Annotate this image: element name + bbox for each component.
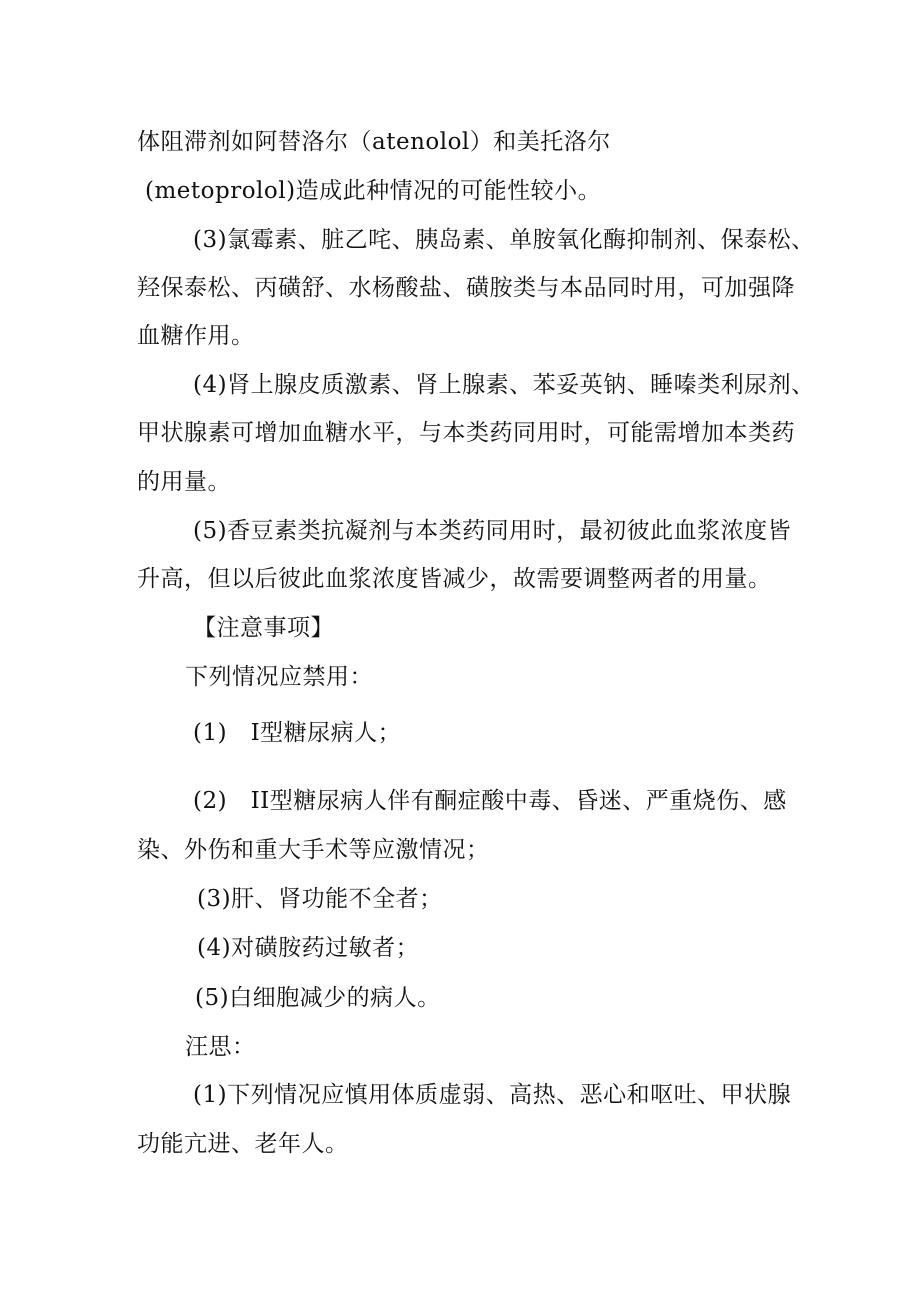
text-line: 的用量。 [137, 469, 231, 495]
list-item: (2) II型糖尿病人伴有酮症酸中毒、昏迷、严重烧伤、感 [193, 788, 787, 814]
list-item: (3)肝、肾功能不全者； [197, 886, 443, 912]
list-item: (5)白细胞减少的病人。 [195, 985, 441, 1011]
text-line: 血糖作用。 [137, 323, 255, 349]
list-item: (1) I型糖尿病人； [193, 720, 402, 746]
text-line: (3)氯霉素、脏乙咤、胰岛素、单胺氧化酶抑制剂、保泰松、 [193, 227, 815, 253]
text-line: 升高，但以后彼此血浆浓度皆减少，故需要调整两者的用量。 [137, 566, 772, 592]
text-line: 羟保泰松、丙磺舒、水杨酸盐、磺胺类与本品同时用，可加强降 [137, 275, 795, 301]
text-line: 甲状腺素可增加血糖水平，与本类药同用时，可能需增加本类药 [137, 420, 795, 446]
text-line: 染、外伤和重大手术等应激情况； [137, 837, 490, 863]
text-line: 汪思： [185, 1034, 256, 1060]
section-heading: 【注意事项】 [193, 615, 334, 641]
text-line: (5)香豆素类抗凝剂与本类药同用时，最初彼此血浆浓度皆 [193, 518, 792, 544]
text-line: 功能亢进、老年人。 [137, 1131, 349, 1157]
list-item: (1)下列情况应慎用体质虚弱、高热、恶心和呕吐、甲状腺 [193, 1082, 792, 1108]
text-line: 下列情况应禁用： [185, 664, 373, 690]
list-item: (4)对磺胺药过敏者； [197, 935, 420, 961]
text-line: (4)肾上腺皮质激素、肾上腺素、苯妥英钠、睡嗪类利尿剂、 [193, 372, 815, 398]
text-line: (metoprolol)造成此种情况的可能性较小。 [145, 178, 602, 204]
text-line: 体阻滞剂如阿替洛尔（atenolol）和美托洛尔 [137, 129, 611, 155]
